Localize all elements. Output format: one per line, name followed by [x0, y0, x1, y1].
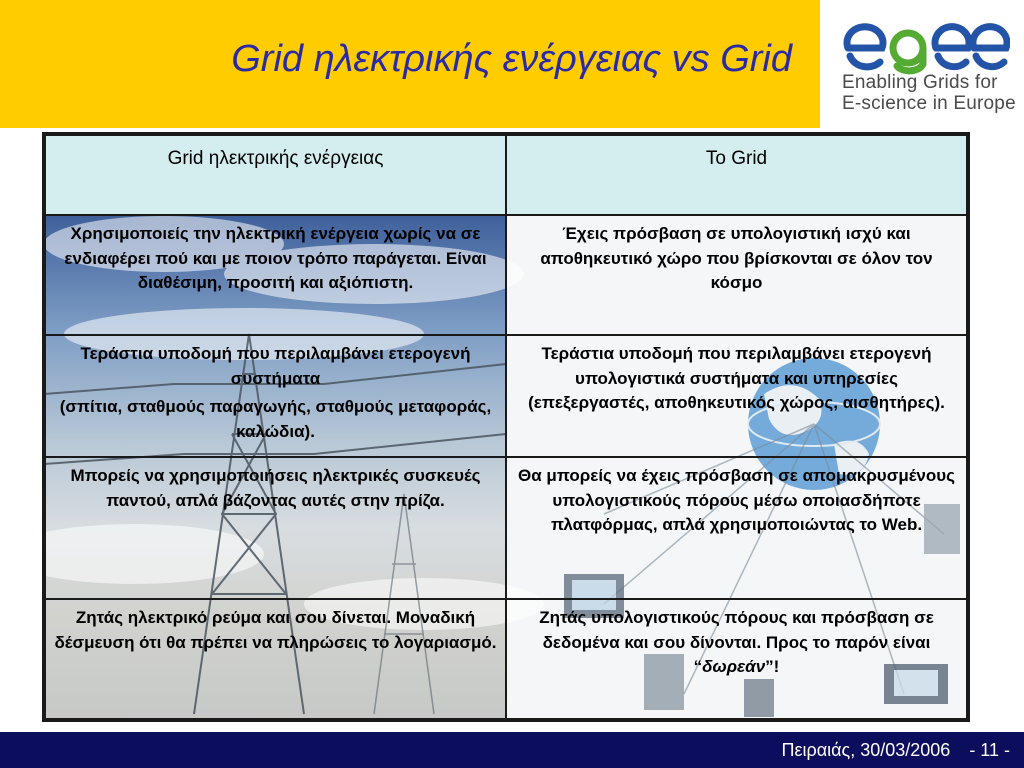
cell-grid-infrastructure: Τεράστια υποδομή που περιλαμβάνει ετερογενή υπολογιστικά συστήματα και υπηρεσίες (επεξεργαστές, αποθηκευτικός χώρος, αισθητήρες).	[506, 335, 967, 457]
table-header-row	[45, 135, 967, 215]
cell-grid-free-text: Ζητάς υπολογιστικούς πόρους και πρόσβαση σε δεδομένα και σου δίνονται. Προς το παρόν είναι “	[539, 608, 934, 677]
cell-grid-free	[506, 599, 967, 719]
table-row	[45, 599, 967, 719]
table-row	[45, 457, 967, 599]
header-the-grid: Το Grid	[506, 135, 967, 215]
comparison-table-frame	[42, 132, 970, 722]
comparison-table	[44, 134, 968, 720]
footer-location-date: Πειραιάς, 30/03/2006	[781, 740, 951, 760]
cell-power-infrastructure-sub: (σπίτια, σταθμούς παραγωγής, σταθμούς μεταφοράς, καλώδια).	[59, 397, 492, 441]
egee-logo	[840, 18, 1016, 118]
footer-text	[767, 740, 1010, 761]
egee-wordmark-icon	[840, 18, 1010, 76]
cell-power-billing: Ζητάς ηλεκτρικό ρεύμα και σου δίνεται. Μοναδική δέσμευση ότι θα πρέπει να πληρώσεις το λογαριασμό.	[45, 599, 506, 719]
table-row	[45, 335, 967, 457]
logo-tagline-2: E-science in Europe	[842, 93, 1016, 114]
logo-tagline-1: Enabling Grids for	[842, 72, 998, 93]
footer-page-number: - 11 -	[969, 740, 1010, 760]
cell-power-infrastructure-main: Τεράστια υποδομή που περιλαμβάνει ετερογενή συστήματα	[80, 344, 471, 388]
cell-grid-free-end: ”!	[765, 657, 780, 677]
cell-power-devices: Μπορείς να χρησιμοποιήσεις ηλεκτρικές συσκευές παντού, απλά βάζοντας αυτές στην πρίζα.	[45, 457, 506, 599]
header-power-grid: Grid ηλεκτρικής ενέργειας	[45, 135, 506, 215]
cell-power-infrastructure	[45, 335, 506, 457]
cell-grid-remote-access: Θα μπορείς να έχεις πρόσβαση σε απομακρυσμένους υπολογιστικούς πόρους μέσω οποιασδήποτε πλατφόρμας, απλά χρησιμοποιώντας το Web.	[506, 457, 967, 599]
slide-title: Grid ηλεκτρικής ενέργειας vs Grid	[231, 38, 792, 80]
table-row	[45, 215, 967, 335]
cell-power-usage: Χρησιμοποιείς την ηλεκτρική ενέργεια χωρίς να σε ενδιαφέρει πού και με ποιον τρόπο παράγεται. Είναι διαθέσιμη, προσιτή και αξιόπιστη.	[45, 215, 506, 335]
cell-grid-free-emphasis: δωρεάν	[702, 657, 766, 677]
title-band	[0, 0, 820, 128]
cell-grid-access: Έχεις πρόσβαση σε υπολογιστική ισχύ και αποθηκευτικό χώρο που βρίσκονται σε όλον τον κόσμο	[506, 215, 967, 335]
footer-band	[0, 732, 1024, 768]
